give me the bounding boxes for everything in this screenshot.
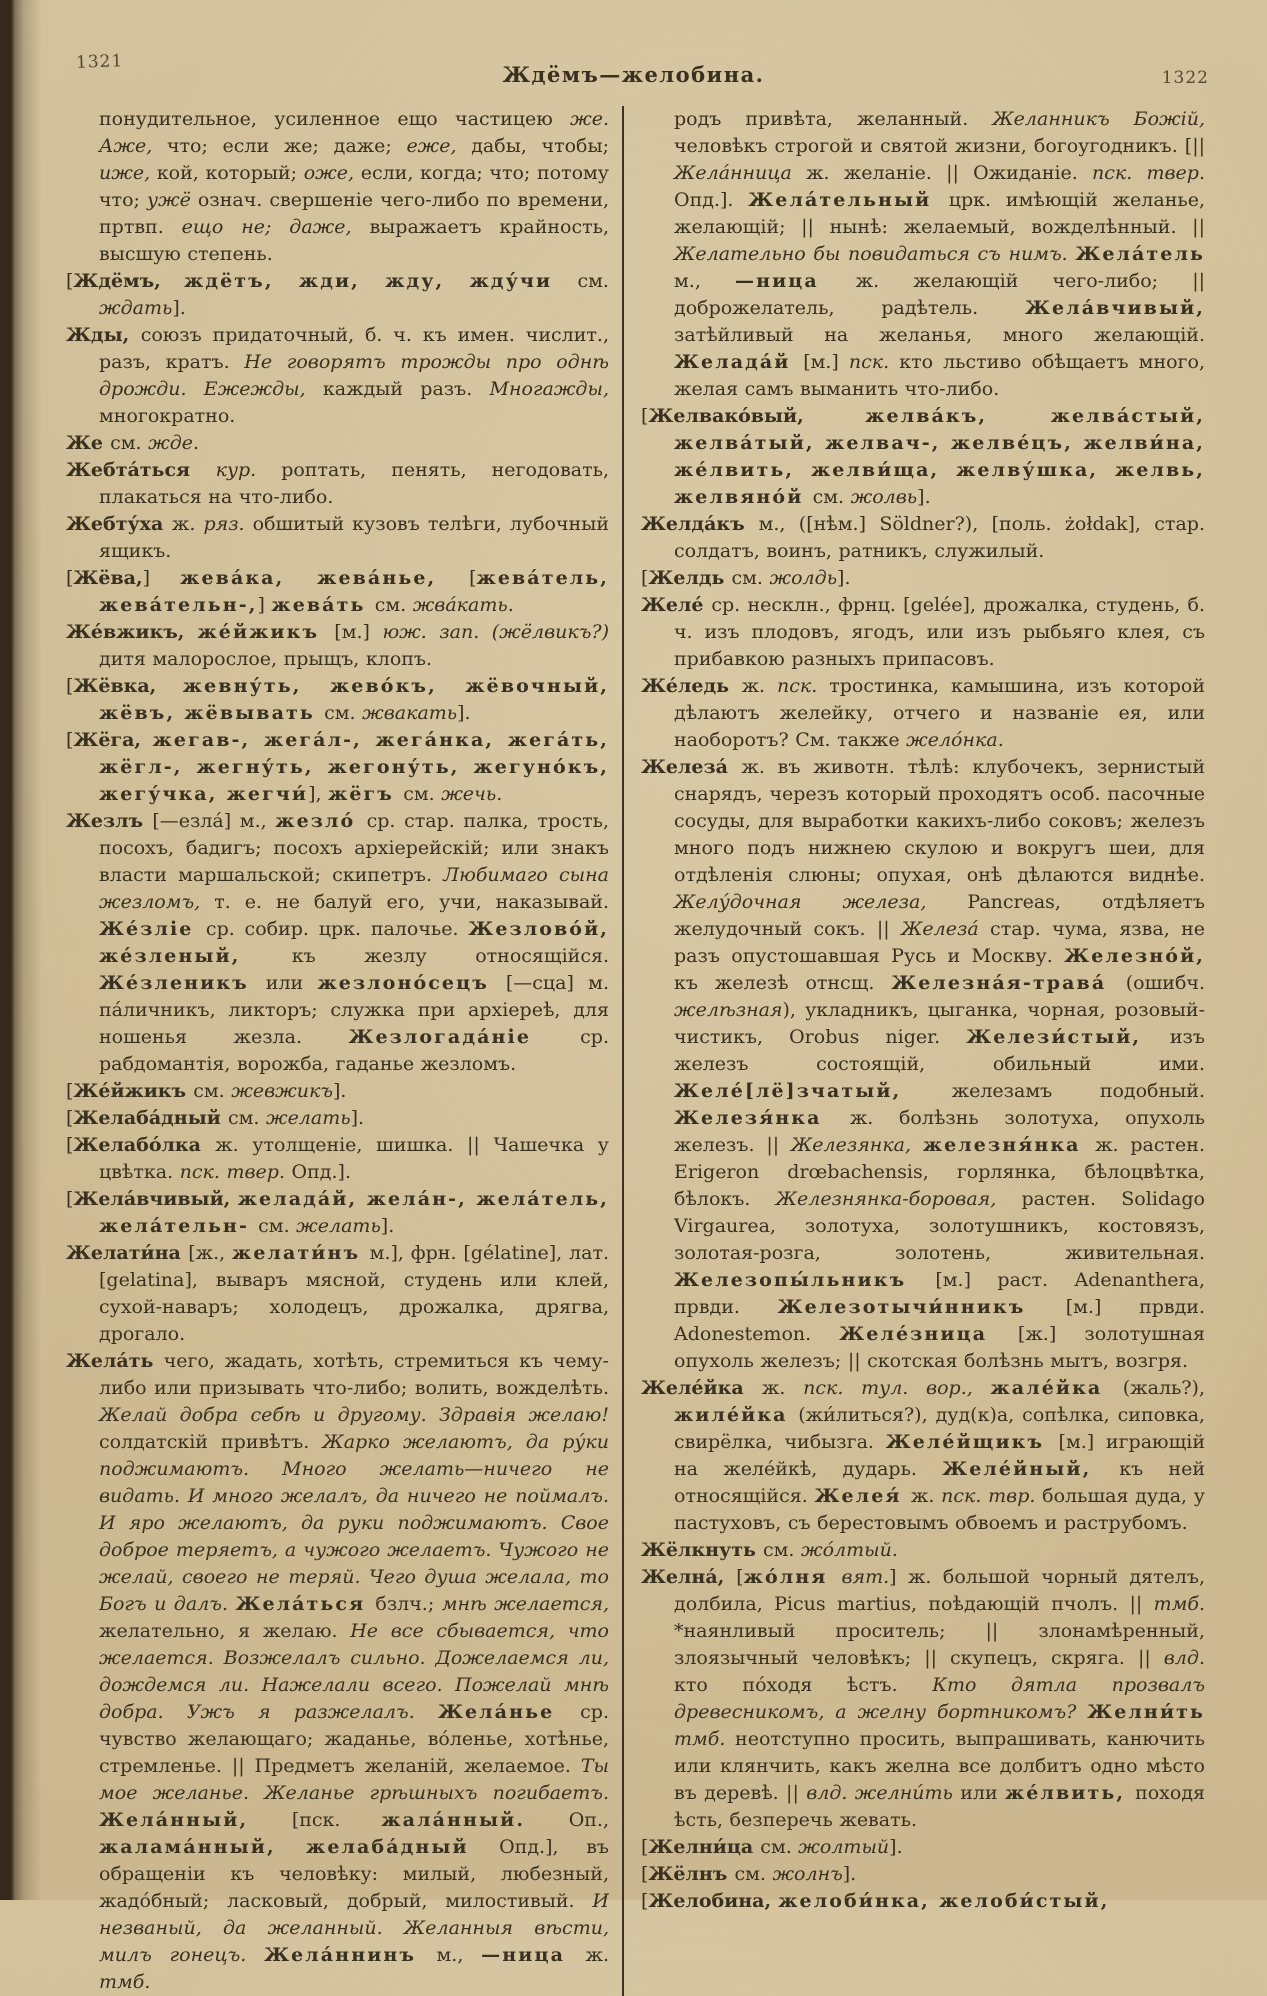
text-run: тмб. — [674, 1728, 736, 1750]
text-run: изъ железъ состоящій, обильный ими. — [674, 1026, 1205, 1075]
right-column — [624, 106, 1205, 1915]
text-run: кто льстиво обѣщаетъ много, желая самъ выманить что-либо. — [674, 351, 1205, 400]
text-run: Желея́ — [814, 1485, 911, 1507]
text-run: Кто дятла прозвалъ древесникомъ, а желну бортникомъ? — [674, 1674, 1206, 1723]
text-run: обшитый кузовъ телѣги, лубочный ящикъ. — [99, 513, 609, 562]
text-run: же. Аже, — [99, 108, 609, 157]
text-run: ]. — [889, 1836, 903, 1858]
dictionary-entry — [66, 430, 609, 457]
text-run: Жезлъ — [66, 810, 153, 832]
text-run: пск. — [777, 675, 830, 697]
text-run: роптать, пенять, негодовать, плакаться на что-либо. — [99, 459, 610, 508]
text-run: железня́нка — [922, 1134, 1096, 1156]
text-run: . — [193, 432, 200, 454]
text-run: (жи́литься?), дуд(к)а, сопѣлка, сиповка, свирёлка, чибызга. — [674, 1404, 1205, 1453]
text-run: союзъ придаточный, б. ч. къ имен. числит., разъ, кратъ. — [99, 324, 609, 373]
text-run: т. е. не балуй его, учи, наказывай. — [214, 891, 609, 913]
text-run: жевну́ть, жево́къ, жёвочный, жёвъ, жёвывать — [99, 675, 609, 724]
text-run: [ — [66, 270, 74, 292]
text-run: см. — [193, 1080, 232, 1102]
text-run: къ ней относящійся. — [674, 1458, 1206, 1507]
dictionary-entry — [641, 1375, 1205, 1537]
text-run: Не все сбывается, что желается. Возжелалъ сильно. Дожелаемся ли, дождемся ли. Нажелали всего. Пожелай мнѣ добра. Ужъ я разжелалъ. — [99, 1620, 609, 1723]
text-run: [ — [66, 1107, 74, 1129]
text-run: жело́нка — [906, 729, 998, 751]
text-run: ]. — [350, 1107, 365, 1129]
text-run: желва́къ, желва́стый, желва́тый, желвач-, желве́цъ, желви́на, же́лвить, желви́ща, желву́шка, желвь, желвяно́й — [674, 405, 1206, 508]
text-run: Желе́йка — [641, 1377, 762, 1399]
text-run: жегав-, жега́л-, жега́нка, жега́ть, жёгл-, жегну́ть, жегону́ть, жегуно́къ, жегу́чка, жегчи́ — [99, 729, 609, 805]
text-run: [м.] првди. Adonestemon. — [674, 1296, 1205, 1345]
text-run: Жела́нный, — [99, 1809, 292, 1831]
text-run: же́йжикъ — [197, 621, 335, 643]
text-run: Желни́ть — [1087, 1701, 1205, 1723]
text-run: юж. зап. (жёлвикъ?) — [382, 621, 610, 643]
text-run: [ — [66, 1134, 74, 1156]
text-run: вят. — [841, 1566, 890, 1588]
text-run: . — [997, 729, 1004, 751]
dictionary-entry — [641, 1861, 1205, 1888]
text-run: родъ привѣта, желанный. — [674, 108, 993, 130]
text-run: Железя́нка — [674, 1107, 850, 1129]
text-run: жолтый — [798, 1836, 890, 1858]
text-run: [ — [641, 567, 649, 589]
text-run: [ — [736, 1566, 744, 1588]
dictionary-entry — [66, 1240, 609, 1348]
text-run: ), укладникъ, цыганка, чорная, розовый-чистикъ, Orobus niger. — [674, 999, 1205, 1048]
text-run: см. — [731, 567, 770, 589]
dictionary-entry — [66, 1105, 609, 1132]
text-run: тмб. — [1153, 1593, 1205, 1615]
text-run: Же́вжикъ, — [66, 621, 198, 643]
text-run: Жела́вчивый, — [1025, 297, 1205, 319]
text-run: пск. твр. — [941, 1485, 1043, 1507]
text-run: Желни́ца — [648, 1836, 761, 1858]
text-run: црк. имѣющій желанье, желающій; || нынѣ: желаемый, вожделѣнный. || — [674, 189, 1205, 238]
text-run: Желвако́вый, — [648, 405, 866, 427]
text-run: ]. — [332, 1080, 347, 1102]
text-run: дитя малорослое, прыщъ, клопъ. — [99, 648, 433, 670]
page-number-left: 1321 — [75, 51, 124, 73]
text-run: жале́йка — [990, 1377, 1123, 1399]
text-run: означ. свершеніе чего-либо по времени, пртвп. — [99, 189, 610, 238]
text-run: Жды, — [66, 324, 141, 346]
text-run: [м.] — [334, 621, 383, 643]
text-run: жолвь — [850, 486, 918, 508]
text-run: ]. — [172, 297, 186, 319]
text-run: Железнянка-боровая, — [775, 1188, 1022, 1210]
text-run: жевжикъ — [231, 1080, 333, 1102]
dictionary-entry — [66, 808, 609, 1078]
text-run: м., — [674, 270, 735, 292]
text-run: желоби́нка, желоби́стый, — [778, 1890, 1110, 1912]
text-run: И незваный, да желанный. Желанныя вѣсти, милъ гонецъ. — [99, 1890, 609, 1966]
dictionary-entry — [641, 1888, 1205, 1915]
text-run: ужё — [146, 189, 198, 211]
text-run: къ жезлу относящійся. — [291, 945, 609, 967]
text-run: Желна́, — [641, 1566, 737, 1588]
text-run: ждать — [99, 297, 173, 319]
text-run: —ница — [481, 1944, 586, 1966]
text-run: см. — [324, 702, 363, 724]
text-run: Жезлово́й, же́зленый, — [99, 918, 609, 967]
text-run: жвакать — [362, 702, 458, 724]
text-run: [м.] — [803, 351, 849, 373]
text-run: еже, — [406, 135, 472, 157]
text-run: или — [960, 1782, 1005, 1804]
text-run: жева́тель, жева́тельн-, — [99, 567, 609, 616]
text-run: Желе́[лё]зчатый, — [674, 1080, 952, 1102]
text-run: [ж.] золотушная опухоль железъ; || скотская болѣзнь мытъ, возгря. — [674, 1323, 1205, 1372]
text-run: . — [507, 594, 514, 616]
text-run: жезло́ — [275, 810, 367, 832]
left-column — [66, 106, 624, 1996]
dictionary-entry — [641, 1834, 1205, 1861]
dictionary-columns — [66, 106, 1205, 1996]
dictionary-entry — [641, 1537, 1205, 1564]
text-run: Жезлогада́ніе — [348, 1026, 581, 1048]
text-run: ], — [308, 783, 329, 805]
entry-continuation — [66, 106, 609, 268]
page-header — [0, 50, 1267, 98]
text-run: Же́йжикъ — [73, 1080, 194, 1102]
text-run: влд. желни́ть — [806, 1782, 961, 1804]
text-run: неотступно просить, выпрашивать, канючить или клянчить, какъ желна все долбитъ одно мѣсто въ деревѣ. || — [674, 1728, 1206, 1804]
dictionary-entry — [641, 565, 1205, 592]
text-run: выражаетъ крайность, высшую степень. — [99, 216, 609, 265]
text-run: Жебту́ха — [66, 513, 172, 535]
text-run: если, когда; что; потому что; — [99, 162, 609, 211]
text-run: Многажды, — [489, 378, 609, 400]
text-run: Оп., — [568, 1809, 610, 1831]
text-run: [ — [66, 675, 74, 697]
text-run: ещо не; даже, — [181, 216, 370, 238]
text-run: Железна́я-трава́ — [891, 972, 1126, 994]
text-run: ж. растен. Erigeron drœbachensis, горлянка, бѣлоцвѣтка, бѣлокъ. — [674, 1134, 1205, 1210]
text-run: солдатскій привѣтъ. — [99, 1431, 323, 1453]
text-run: Железа́ — [901, 918, 991, 940]
text-run: Жёлкнуть — [641, 1539, 763, 1561]
text-run: понудительное, усиленное ещо частицею — [99, 108, 571, 130]
dictionary-entry — [66, 457, 609, 511]
running-head-title: Ждёмъ—желобина. — [502, 62, 765, 87]
text-run: ж. желающій чего-либо; || доброжелатель, радѣтель. — [674, 270, 1205, 319]
text-run: [ж., — [188, 1242, 233, 1264]
dictionary-entry — [66, 673, 609, 727]
text-run: оже, — [303, 162, 361, 184]
text-run: [ — [66, 567, 74, 589]
text-run: см. — [812, 486, 851, 508]
entry-continuation — [641, 106, 1205, 403]
text-run: Желези́стый, — [966, 1026, 1170, 1048]
text-run: мнѣ желается, — [441, 1593, 609, 1615]
dictionary-entry — [641, 403, 1205, 511]
text-run: каждый разъ. — [322, 378, 490, 400]
text-run: человѣкъ строгой и святой жизни, богоугодникъ. [|| — [674, 135, 1205, 157]
dictionary-entry — [641, 754, 1205, 1375]
text-run: Желаба́дный — [73, 1107, 228, 1129]
text-run: пск. — [848, 351, 900, 373]
text-run: жде — [148, 432, 194, 454]
text-run: *наянливый проситель; || злонамѣренный, злоязычный человѣкъ; || скупецъ, скряга. || — [674, 1620, 1205, 1669]
text-run: пск. твер. — [1092, 162, 1205, 184]
text-run: ж. желаніе. || Ожиданіе. — [806, 162, 1093, 184]
dictionary-entry — [66, 511, 609, 565]
text-run: ср. чувство желающаго; жаданье, во́ленье, хотѣнье, стремленье. || Предметъ желаній, желаемое. — [99, 1701, 609, 1777]
text-run: Жёвка, — [73, 675, 183, 697]
text-run: желать — [296, 1215, 381, 1237]
text-run: ж. — [585, 1944, 609, 1966]
text-run: ] — [142, 567, 181, 589]
text-run: желать — [265, 1107, 351, 1129]
text-run: [ — [66, 729, 74, 751]
text-run: ]. — [842, 1863, 857, 1885]
text-run: Желе́ — [641, 594, 712, 616]
text-run: ждётъ, жди, жду, жду́чи — [184, 270, 578, 292]
text-run: Желати́на — [66, 1242, 189, 1264]
text-run: большая дуда, у пастуховъ, съ берестовымъ обвоемъ и раструбомъ. — [674, 1485, 1205, 1534]
text-run: см. — [258, 1215, 297, 1237]
text-run: ]. — [380, 1215, 395, 1237]
text-run: жо́лня — [743, 1566, 842, 1588]
text-run: Жарко желаютъ, да ру́ки поджимаютъ. Много желать—ничего не видать. И много желалъ, да ничего не поймалъ. И яро желаютъ, да руки поджимаютъ. Свое доброе теряетъ, а чужого желаетъ. Чужого не желай, своего не теряй. Чего душа желала, то Богъ и далъ. — [99, 1431, 609, 1615]
text-run: что; если же; даже; — [166, 135, 407, 157]
text-run: желати́нъ — [232, 1242, 370, 1264]
text-run: пск. твер. — [179, 1161, 292, 1183]
text-run: Же́зленикъ — [99, 972, 266, 994]
dictionary-entry — [66, 1186, 609, 1240]
text-run: Желдь — [648, 567, 732, 589]
text-run: [ — [66, 1080, 74, 1102]
dictionary-entry — [66, 727, 609, 808]
text-run: Опд.], въ обращеніи къ человѣку: милый, любезный, жадо́бный; ласковый, добрый, милостивый. — [99, 1836, 609, 1912]
text-run: желѣзная — [674, 999, 783, 1021]
text-run: затѣйливый на желанья, много желающій. — [674, 324, 1205, 346]
text-run: ср. несклн., фрнц. [gelée], дрожалка, студень, б. ч. изъ плодовъ, ягодъ, или изъ рыбьяго клея, съ прибавкою разныхъ припасовъ. — [674, 594, 1205, 670]
text-run: влд. — [1163, 1647, 1205, 1669]
text-run: Желе́йный, — [942, 1458, 1120, 1480]
text-run: или — [265, 972, 318, 994]
text-run: Жебта́ться — [66, 459, 216, 481]
text-run: жолнъ — [772, 1863, 843, 1885]
text-run: Жела́нница — [674, 162, 807, 184]
text-run: жиле́йка — [674, 1404, 799, 1426]
text-run: пск. тул. вор., — [803, 1377, 991, 1399]
dictionary-entry — [66, 1348, 609, 1996]
text-run: же́лвить, — [1004, 1782, 1136, 1804]
text-run: Желе́йщикъ — [885, 1431, 1059, 1453]
dictionary-entry — [66, 268, 609, 322]
text-run: жезлоно́сецъ — [317, 972, 506, 994]
text-run: Жёга, — [73, 729, 153, 751]
text-run: см. — [403, 783, 442, 805]
text-run: многократно. — [99, 405, 236, 427]
text-run: дабы, чтобы; — [471, 135, 610, 157]
text-run: жолдь — [769, 567, 838, 589]
text-run: Желобина, — [648, 1890, 779, 1912]
text-run: ж. утолщеніе, шишка. || Чашечка у цвѣтка. — [99, 1134, 609, 1183]
text-run: Жела́тель — [1075, 243, 1205, 265]
text-run: Железотычи́нникъ — [777, 1296, 1066, 1318]
dictionary-entry — [641, 1564, 1205, 1834]
text-run: жо́лтый — [801, 1539, 892, 1561]
text-run: [ — [641, 405, 649, 427]
dictionary-entry — [641, 511, 1205, 565]
dictionary-entry — [641, 673, 1205, 754]
text-run: см. — [374, 594, 413, 616]
text-run: Желада́й — [674, 351, 804, 373]
text-run: Pancreas, отдѣляетъ желудочный сокъ. || — [674, 891, 1205, 940]
text-run: къ железѣ отнсщ. — [674, 972, 892, 994]
text-run: см. — [760, 1836, 799, 1858]
text-run: походя ѣсть, безперечь жевать. — [674, 1782, 1206, 1831]
text-run: Жела́тельный — [748, 189, 949, 211]
text-run: (ошибч. — [1125, 972, 1205, 994]
text-run: Желай добра себѣ и другому. Здравія желаю! — [99, 1404, 609, 1426]
text-run: бзлч.; — [375, 1593, 442, 1615]
text-run: Жела́нье — [437, 1701, 581, 1723]
book-gutter-shadow — [0, 0, 42, 1900]
text-run: Железа́ — [641, 756, 742, 778]
text-run: Жела́вчивый, — [73, 1188, 238, 1210]
dictionary-entry — [66, 619, 609, 673]
text-run: ж. — [741, 675, 778, 697]
text-run: кто по́ходя ѣстъ. — [674, 1674, 933, 1696]
text-run: Желабо́лка — [73, 1134, 216, 1156]
text-run: ср. собир. црк. палочье. — [205, 918, 469, 940]
text-run: иже, — [99, 162, 157, 184]
text-run: желада́й, жела́н-, жела́тель, жела́тельн- — [99, 1188, 609, 1237]
text-run: ср. стар. палка, трость, посохъ, бадигъ; посохъ архіерейскій; или знакъ власти маршальской; скипетръ. — [99, 810, 609, 886]
text-run: см. — [577, 270, 609, 292]
text-run: см. — [227, 1107, 266, 1129]
text-run: железамъ подобный. — [951, 1080, 1205, 1102]
text-run: [ — [469, 567, 477, 589]
text-run: растен. Solidago Virgaurea, золотуха, золотушникъ, костовязъ, золотая-розга, золотень, живительная. — [674, 1188, 1205, 1264]
dictionary-entry — [641, 592, 1205, 673]
text-run: Ждёмъ, — [73, 270, 185, 292]
text-run: ж. болѣзнь золотуха, опухоль железъ. || — [674, 1107, 1205, 1156]
text-run: (жаль?), — [1122, 1377, 1205, 1399]
text-run: [пск. — [291, 1809, 382, 1831]
text-run: Же́зліе — [99, 918, 206, 940]
text-run: Опд.]. — [291, 1161, 351, 1183]
text-run: м.], фрн. [gélatine], лат. [gelatina], вываръ мясной, студень или клей, сухой-наваръ; холодецъ, дрожалка, дрягва, дрогало. — [99, 1242, 609, 1345]
text-run: ] — [257, 594, 272, 616]
text-run: тмб. — [99, 1971, 151, 1993]
text-run: —ница — [734, 270, 856, 292]
text-run: [—сца] м. па́личникъ, ликторъ; служка при архіереѣ, для ношенья жезла. — [99, 972, 609, 1048]
text-run: м., — [436, 1944, 482, 1966]
text-run: ряз. — [203, 513, 253, 535]
text-run: Жёлнъ — [648, 1863, 735, 1885]
text-run: ж. — [171, 513, 204, 535]
text-run: ] ж. большой чорный дятелъ, долбила, Picus martius, поѣдающій пчолъ. || — [674, 1566, 1205, 1615]
text-run: кой, который; — [156, 162, 304, 184]
text-run: чего, жадать, хотѣть, стремиться къ чему-либо или призывать что-либо; волить, вожделѣть. — [99, 1350, 609, 1399]
text-run: жала́нный. — [381, 1809, 569, 1831]
text-run: ж. въ животн. тѣлѣ: клубочекъ, зернистый снарядъ, черезъ который проходятъ особ. пасочные сосуды, для выработки какихъ-либо соковъ; железъ много подъ нижнею скулою и вокругъ шеи, для отдѣленія слюны; опухая, онѣ дѣлаются виднѣе. — [674, 756, 1205, 886]
text-run: Железопы́льникъ — [674, 1269, 936, 1291]
text-run: жва́кать — [412, 594, 508, 616]
text-run: Жела́ннинъ — [264, 1944, 437, 1966]
text-run: Ты мое желанье. Желанье грѣшныхъ погибаетъ. — [99, 1755, 609, 1804]
dictionary-entry — [66, 1132, 609, 1186]
text-run: [м.] играющій на желе́йкѣ, дударь. — [674, 1431, 1205, 1480]
text-run: . — [891, 1539, 898, 1561]
page-number-right: 1322 — [1161, 68, 1209, 88]
text-run: Любимаго сына жезломъ, — [99, 864, 609, 913]
text-run: м., ([нѣм.] Söldner?), [поль. żołdak], стар. солдатъ, воинъ, ратникъ, служилый. — [674, 513, 1205, 562]
text-run: Желательно бы повидаться съ нимъ. — [674, 243, 1076, 265]
text-run: ]. — [457, 702, 471, 724]
text-run: [ — [641, 1863, 649, 1885]
dictionary-entry — [66, 565, 609, 619]
text-run: Жёва, — [73, 567, 143, 589]
text-run: ж. — [910, 1485, 942, 1507]
text-run: жалама́нный, желаба́дный — [99, 1836, 500, 1858]
text-run: Желу́дочная железа, — [674, 891, 968, 913]
text-run: Желда́къ — [641, 513, 759, 535]
text-run: Не говорятъ трожды про однѣ дрожди. Ежежды, — [99, 351, 609, 400]
text-run: ж. — [761, 1377, 804, 1399]
text-run: тростинка, камышина, изъ которой дѣлаютъ желейку, отчего и названіе ея, или наоборотъ? См. также — [674, 675, 1205, 751]
text-run: желательно, я желаю. — [99, 1620, 351, 1642]
text-run: [—езла́] м., — [152, 810, 276, 832]
text-run: [ — [66, 1188, 74, 1210]
text-run: см. — [110, 432, 149, 454]
text-run: жева́ть — [271, 594, 375, 616]
text-run: ]. — [917, 486, 931, 508]
text-run: [ — [641, 1890, 649, 1912]
text-run: стар. чума, язва, не разъ опустошавшая Русь и Москву. — [674, 918, 1205, 967]
dictionary-entry — [66, 322, 609, 430]
text-run: . — [496, 783, 503, 805]
text-run: ]. — [837, 567, 851, 589]
text-run: [м.] раст. Adenanthera, првди. — [674, 1269, 1205, 1318]
text-run: см. — [734, 1863, 773, 1885]
dictionary-entry — [66, 1078, 609, 1105]
text-run: см. — [763, 1539, 801, 1561]
text-run: Же́ледь — [641, 675, 742, 697]
text-run: ср. рабдомантія, ворожба, гаданье жезломъ. — [99, 1026, 609, 1075]
text-run: Железно́й, — [1064, 945, 1205, 967]
text-run: Желе́зница — [839, 1323, 1018, 1345]
text-run: жечь — [441, 783, 497, 805]
text-run: [ — [641, 1836, 649, 1858]
text-run: жева́ка, жева́нье, — [180, 567, 470, 589]
text-run: Жела́ть — [66, 1350, 164, 1372]
text-run: Жела́ться — [235, 1593, 376, 1615]
text-run: Желанникъ Божій, — [992, 108, 1205, 130]
text-run: Опд.]. — [674, 189, 749, 211]
text-run: жёгъ — [328, 783, 404, 805]
text-run: кур. — [215, 459, 282, 481]
text-run: Же — [66, 432, 111, 454]
text-run: Железянка, — [790, 1134, 923, 1156]
